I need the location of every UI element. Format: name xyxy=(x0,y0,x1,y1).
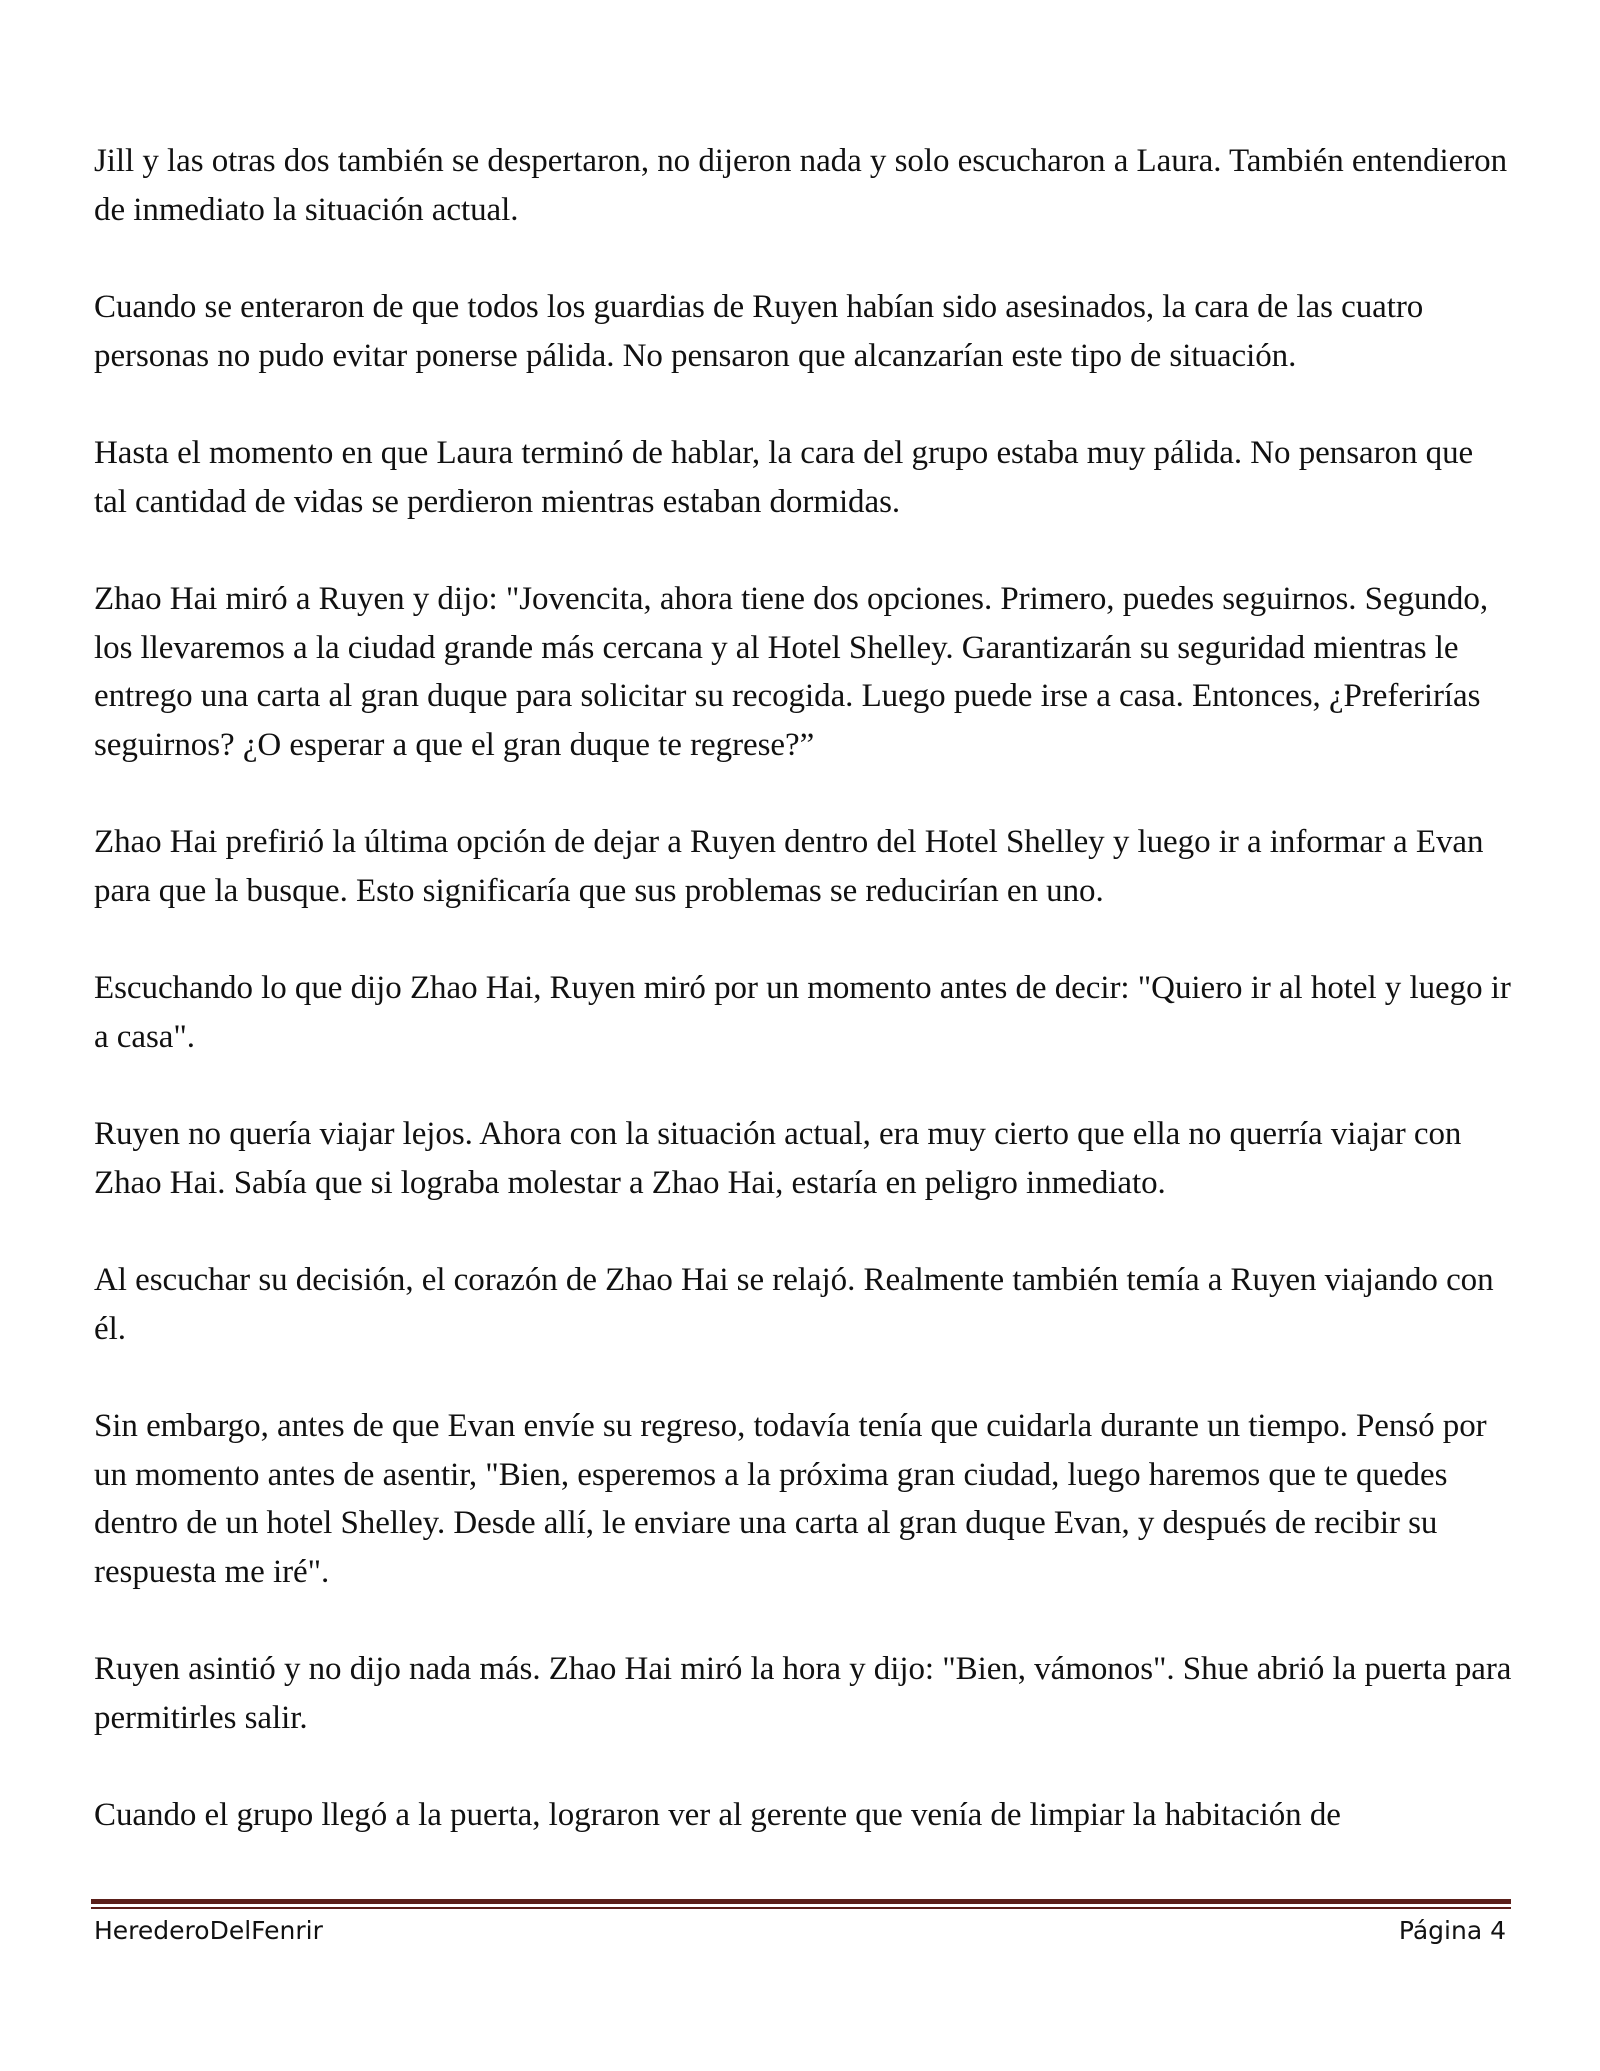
document-body xyxy=(94,137,1514,1889)
footer-author: HerederoDelFenrir xyxy=(94,1916,323,1945)
paragraph: Cuando el grupo llegó a la puerta, lograron ver al gerente que venía de limpiar la habitación de xyxy=(94,1797,1341,1833)
paragraph: Escuchando lo que dijo Zhao Hai, Ruyen miró por un momento antes de decir: "Quiero ir al hotel y luego ir a casa". xyxy=(94,970,1511,1055)
paragraph: Zhao Hai prefirió la última opción de dejar a Ruyen dentro del Hotel Shelley y luego ir a informar a Evan para que la busque. Esto significaría que sus problemas se reducirían en uno. xyxy=(94,824,1484,909)
paragraph: Zhao Hai miró a Ruyen y dijo: "Jovencita, ahora tiene dos opciones. Primero, puedes seguirnos. Segundo, los llevaremos a la ciudad grande más cercana y al Hotel Shelley. Garantizarán su seguridad mientras le entrego una carta al gran duque para solicitar su recogida. Luego puede irse a casa. Entonces, ¿Preferirías seguirnos? ¿O esperar a que el gran duque te regrese?” xyxy=(94,581,1489,763)
paragraph: Sin embargo, antes de que Evan envíe su regreso, todavía tenía que cuidarla durante un tiempo. Pensó por un momento antes de asentir, "Bien, esperemos a la próxima gran ciudad, luego haremos que te quedes dentro de un hotel Shelley. Desde allí, le enviare una carta al gran duque Evan, y después de recibir su respuesta me iré". xyxy=(94,1408,1487,1590)
footer-divider-thin xyxy=(91,1907,1511,1909)
footer-page-number: Página 4 xyxy=(1398,1916,1506,1945)
footer-divider-thick xyxy=(91,1899,1511,1904)
paragraph: Jill y las otras dos también se despertaron, no dijeron nada y solo escucharon a Laura. También entendieron de inmediato la situación actual. xyxy=(94,143,1508,228)
paragraph: Al escuchar su decisión, el corazón de Zhao Hai se relajó. Realmente también temía a Ruyen viajando con él. xyxy=(94,1262,1494,1347)
paragraph: Ruyen asintió y no dijo nada más. Zhao Hai miró la hora y dijo: "Bien, vámonos". Shue abrió la puerta para permitirles salir. xyxy=(94,1651,1512,1736)
paragraph: Hasta el momento en que Laura terminó de hablar, la cara del grupo estaba muy pálida. No pensaron que tal cantidad de vidas se perdieron mientras estaban dormidas. xyxy=(94,435,1474,520)
paragraph: Cuando se enteraron de que todos los guardias de Ruyen habían sido asesinados, la cara de las cuatro personas no pudo evitar ponerse pálida. No pensaron que alcanzarían este tipo de situación. xyxy=(94,289,1424,374)
paragraph: Ruyen no quería viajar lejos. Ahora con la situación actual, era muy cierto que ella no querría viajar con Zhao Hai. Sabía que si lograba molestar a Zhao Hai, estaría en peligro inmediato. xyxy=(94,1116,1462,1201)
